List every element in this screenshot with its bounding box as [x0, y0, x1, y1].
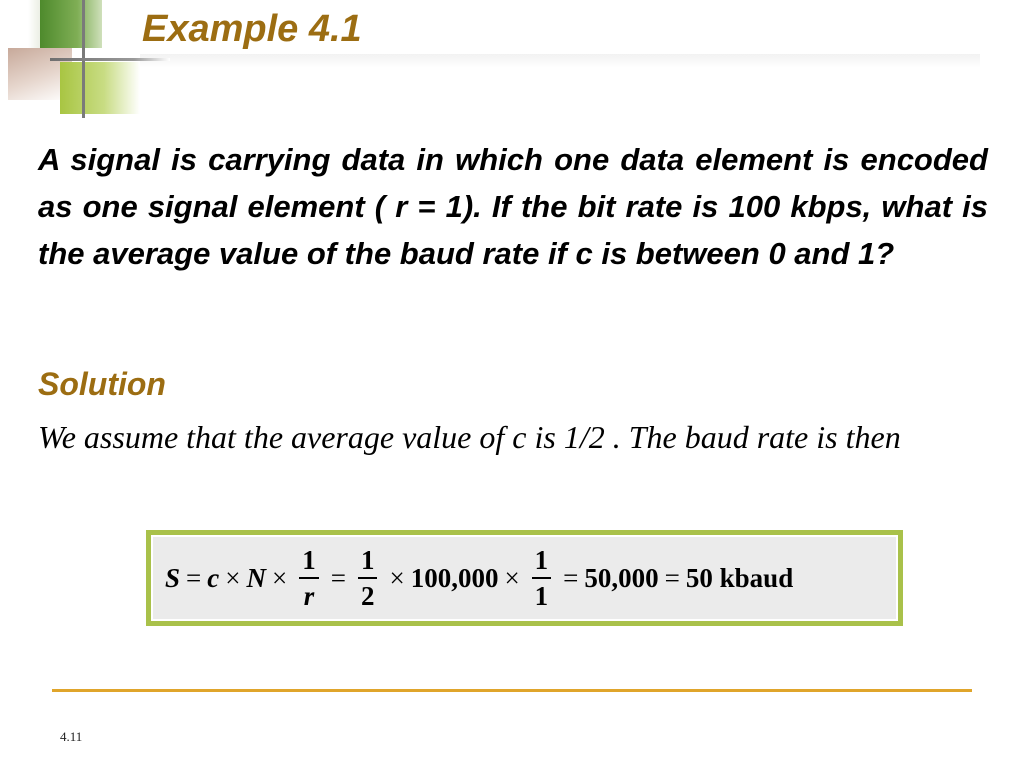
title-underlay [140, 54, 980, 68]
fraction-numerator: 1 [299, 547, 319, 579]
formula-equals: = [186, 562, 202, 593]
formula-symbol-c: c [207, 562, 220, 593]
formula-times: × [271, 562, 288, 593]
formula-result-baud: 50,000 [584, 562, 659, 593]
formula-bit-rate: 100,000 [410, 562, 499, 593]
formula [151, 535, 898, 621]
slide-title: Example 4.1 [142, 8, 362, 50]
formula-times: × [225, 562, 241, 593]
formula-fraction-1-over-2 [358, 544, 378, 611]
fraction-denominator: 2 [360, 580, 375, 611]
problem-statement: A signal is carrying data in which one data element is encoded as one signal element ( r = 1). If the bit rate is 100 kbps, what is the average value of the baud rate if c is between 0 and 1? [38, 142, 988, 271]
formula-symbol-s: S [165, 562, 181, 593]
fraction-numerator: 1 [532, 547, 552, 579]
decorative-horizontal-line [50, 58, 170, 61]
footer-rule [52, 689, 972, 692]
decorative-square [60, 62, 140, 114]
fraction-denominator: r [303, 580, 315, 611]
decorative-square [40, 0, 102, 48]
formula-equals: = [330, 562, 346, 593]
formula-times: × [504, 562, 520, 593]
solution-heading: Solution [38, 366, 166, 402]
solution-text: We assume that the average value of c is 1/2 . The baud rate is then [38, 419, 901, 455]
formula-symbol-n: N [246, 562, 266, 593]
fraction-denominator: 1 [534, 580, 549, 611]
formula-equals: = [563, 562, 579, 593]
formula-times: × [389, 562, 405, 593]
fraction-numerator: 1 [358, 547, 378, 579]
formula-fraction-1-over-1 [532, 544, 552, 611]
formula-box [146, 530, 903, 626]
formula-equals: = [664, 562, 680, 593]
formula-result-kbaud: 50 kbaud [685, 562, 794, 593]
formula-fraction-1-over-r [299, 544, 319, 611]
page-number: 4.11 [60, 729, 83, 744]
